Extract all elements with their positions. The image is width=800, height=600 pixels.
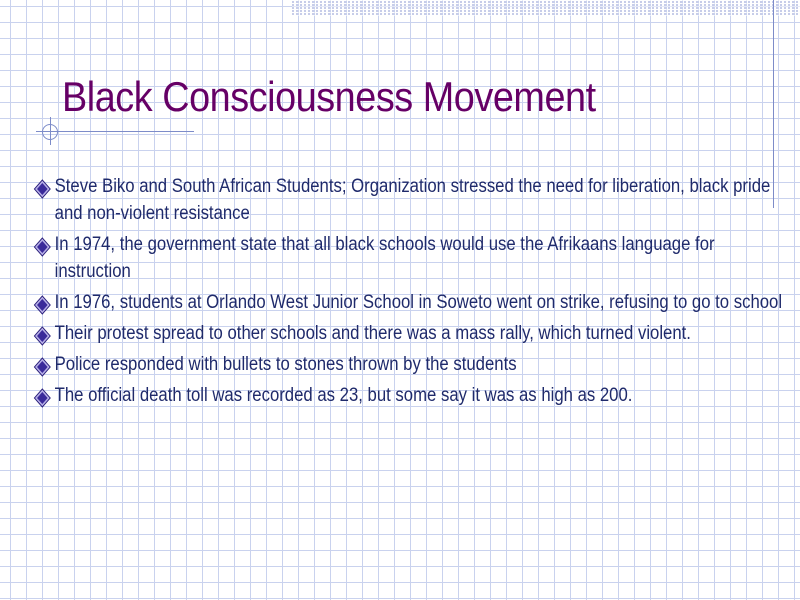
- diamond-bullet-icon: [34, 326, 52, 346]
- bullet-text: The official death toll was recorded as 23, but some say it was as high as 200.: [54, 385, 633, 406]
- title-underline-rule: [36, 131, 194, 132]
- slide-title: Black Consciousness Movement: [62, 73, 596, 120]
- bullet-text: In 1974, the government state that all black schools would use the Afrikaans language for instruction: [54, 234, 715, 282]
- diamond-bullet-icon: [34, 237, 52, 257]
- diamond-bullet-icon: [34, 357, 52, 377]
- bullet-item: [30, 173, 785, 227]
- bullet-item: [30, 289, 785, 316]
- title-tick-ornament: [50, 117, 51, 145]
- bullet-list: [30, 173, 783, 413]
- bullet-item: [30, 351, 785, 378]
- diamond-bullet-icon: [34, 179, 52, 199]
- bullet-item: [30, 382, 785, 409]
- diamond-bullet-icon: [34, 388, 52, 408]
- bullet-text: Steve Biko and South African Students; Organization stressed the need for liberation, black pride and non-violent resistance: [54, 176, 771, 224]
- bullet-item: [30, 231, 785, 285]
- bullet-item: [30, 320, 785, 347]
- decorative-pattern: [292, 0, 800, 16]
- diamond-bullet-icon: [34, 295, 52, 315]
- bullet-text: In 1976, students at Orlando West Junior School in Soweto went on strike, refusing to go to school: [54, 292, 783, 313]
- bullet-text: Their protest spread to other schools and there was a mass rally, which turned violent.: [54, 323, 691, 344]
- bullet-text: Police responded with bullets to stones thrown by the students: [54, 354, 517, 375]
